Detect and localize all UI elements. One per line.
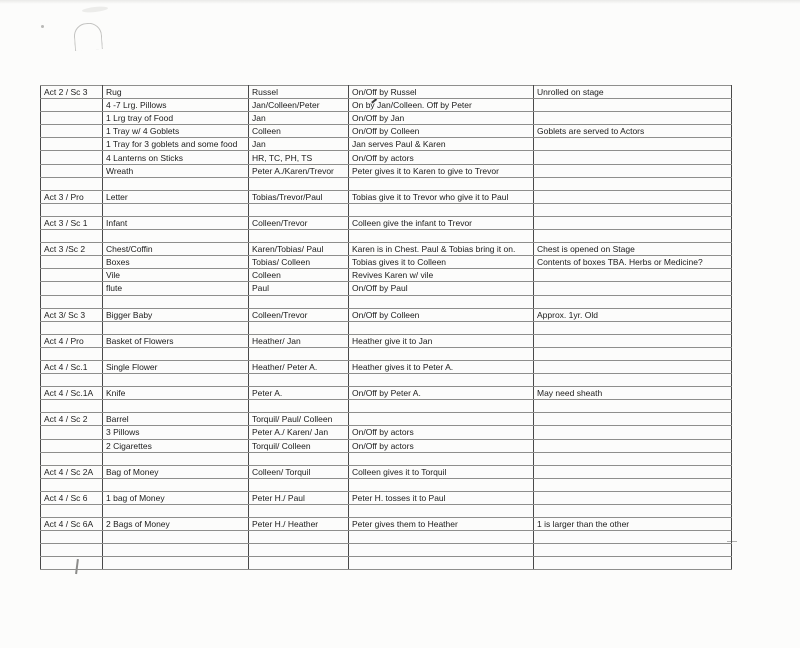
cell-handlers: Peter A./ Karen/ Jan: [249, 426, 349, 439]
cell-handlers: [249, 177, 349, 190]
cell-notes: [534, 177, 732, 190]
cell-notes: [534, 439, 732, 452]
table-row: [41, 531, 732, 544]
props-table-body: [41, 86, 732, 570]
cell-act-scene: [41, 374, 103, 387]
cell-notes: [534, 360, 732, 373]
cell-act-scene: [41, 295, 103, 308]
table-row: [41, 269, 732, 282]
cell-action: [349, 230, 534, 243]
table-row: [41, 125, 732, 138]
cell-prop: Knife: [103, 387, 249, 400]
table-row: [41, 138, 732, 151]
cell-prop: Bigger Baby: [103, 308, 249, 321]
cell-action: On/Off by actors: [349, 426, 534, 439]
cell-handlers: [249, 374, 349, 387]
cell-prop: 2 Cigarettes: [103, 439, 249, 452]
cell-action: On/Off by Paul: [349, 282, 534, 295]
cell-notes: Chest is opened on Stage: [534, 243, 732, 256]
table-row: [41, 295, 732, 308]
cell-prop: [103, 400, 249, 413]
table-row: [41, 164, 732, 177]
cell-notes: Goblets are served to Actors: [534, 125, 732, 138]
cell-action: [349, 321, 534, 334]
cell-action: [349, 478, 534, 491]
cell-handlers: Colleen/Trevor: [249, 308, 349, 321]
smudge-mark: [82, 6, 108, 14]
cell-act-scene: Act 4 / Sc 2A: [41, 465, 103, 478]
cell-action: [349, 531, 534, 544]
cell-prop: [103, 478, 249, 491]
cell-handlers: Paul: [249, 282, 349, 295]
cell-prop: 1 bag of Money: [103, 491, 249, 504]
table-row: [41, 505, 732, 518]
cell-notes: [534, 138, 732, 151]
cell-handlers: [249, 347, 349, 360]
cell-prop: [103, 295, 249, 308]
cell-handlers: Colleen: [249, 125, 349, 138]
cell-prop: Bag of Money: [103, 465, 249, 478]
table-row: [41, 230, 732, 243]
cell-act-scene: Act 3 / Sc 1: [41, 216, 103, 229]
cell-action: Peter gives it to Karen to give to Trevor: [349, 164, 534, 177]
cell-notes: [534, 164, 732, 177]
table-row: [41, 347, 732, 360]
cell-notes: [534, 347, 732, 360]
cell-action: Colleen gives it to Torquil: [349, 465, 534, 478]
cell-prop: Chest/Coffin: [103, 243, 249, 256]
cell-notes: [534, 269, 732, 282]
cell-handlers: Jan: [249, 112, 349, 125]
cell-prop: flute: [103, 282, 249, 295]
cell-act-scene: [41, 544, 103, 557]
table-row: [41, 400, 732, 413]
table-row: [41, 203, 732, 216]
cell-act-scene: [41, 557, 103, 570]
cell-act-scene: Act 3 /Sc 2: [41, 243, 103, 256]
cell-handlers: Russel: [249, 86, 349, 99]
cell-prop: Single Flower: [103, 360, 249, 373]
cell-act-scene: Act 4 / Pro: [41, 334, 103, 347]
cell-prop: [103, 452, 249, 465]
cell-handlers: [249, 531, 349, 544]
cell-notes: [534, 99, 732, 112]
table-row: [41, 112, 732, 125]
cell-handlers: Jan: [249, 138, 349, 151]
cell-prop: [103, 203, 249, 216]
cell-notes: [534, 505, 732, 518]
cell-notes: [534, 465, 732, 478]
cell-prop: Basket of Flowers: [103, 334, 249, 347]
cell-act-scene: [41, 347, 103, 360]
cell-notes: [534, 151, 732, 164]
cell-handlers: Colleen/Trevor: [249, 216, 349, 229]
cell-action: [349, 557, 534, 570]
cell-act-scene: Act 4 / Sc.1: [41, 360, 103, 373]
cell-handlers: Heather/ Peter A.: [249, 360, 349, 373]
cell-action: [349, 374, 534, 387]
table-row: [41, 243, 732, 256]
cell-prop: [103, 177, 249, 190]
cell-handlers: Tobias/ Colleen: [249, 256, 349, 269]
cell-handlers: [249, 230, 349, 243]
cell-prop: 3 Pillows: [103, 426, 249, 439]
table-row: [41, 177, 732, 190]
cell-act-scene: [41, 478, 103, 491]
cell-handlers: [249, 321, 349, 334]
table-row: [41, 360, 732, 373]
cell-action: Jan serves Paul & Karen: [349, 138, 534, 151]
cell-act-scene: Act 3 / Pro: [41, 190, 103, 203]
table-row: [41, 282, 732, 295]
table-row: [41, 413, 732, 426]
table-row: [41, 256, 732, 269]
table-row: [41, 518, 732, 531]
table-row: [41, 86, 732, 99]
cell-handlers: [249, 400, 349, 413]
cell-handlers: Heather/ Jan: [249, 334, 349, 347]
cell-handlers: Peter A.: [249, 387, 349, 400]
cell-prop: Boxes: [103, 256, 249, 269]
cell-action: [349, 413, 534, 426]
cell-prop: Wreath: [103, 164, 249, 177]
cell-prop: [103, 505, 249, 518]
cell-handlers: [249, 557, 349, 570]
cell-action: On/Off by Jan: [349, 112, 534, 125]
table-row: [41, 308, 732, 321]
cell-act-scene: [41, 426, 103, 439]
cell-notes: [534, 531, 732, 544]
cell-handlers: HR, TC, PH, TS: [249, 151, 349, 164]
table-row: [41, 439, 732, 452]
cell-notes: Unrolled on stage: [534, 86, 732, 99]
cell-prop: 1 Tray for 3 goblets and some food: [103, 138, 249, 151]
cell-act-scene: [41, 203, 103, 216]
cell-handlers: Peter H./ Heather: [249, 518, 349, 531]
cell-act-scene: Act 4 / Sc 6: [41, 491, 103, 504]
cell-prop: [103, 557, 249, 570]
cell-action: On/Off by Peter A.: [349, 387, 534, 400]
cell-prop: [103, 531, 249, 544]
cell-notes: [534, 190, 732, 203]
cell-action: Colleen give the infant to Trevor: [349, 216, 534, 229]
cell-notes: [534, 491, 732, 504]
cell-prop: 1 Tray w/ 4 Goblets: [103, 125, 249, 138]
cell-act-scene: [41, 112, 103, 125]
cell-action: [349, 452, 534, 465]
cell-notes: [534, 557, 732, 570]
cell-prop: 1 Lrg tray of Food: [103, 112, 249, 125]
cell-act-scene: [41, 151, 103, 164]
cell-act-scene: [41, 400, 103, 413]
cell-act-scene: [41, 269, 103, 282]
cell-act-scene: [41, 321, 103, 334]
cell-notes: Contents of boxes TBA. Herbs or Medicine?: [534, 256, 732, 269]
cell-act-scene: [41, 439, 103, 452]
cell-notes: [534, 112, 732, 125]
cell-act-scene: Act 4 / Sc.1A: [41, 387, 103, 400]
cell-act-scene: [41, 452, 103, 465]
cell-handlers: [249, 452, 349, 465]
cell-notes: [534, 216, 732, 229]
cell-act-scene: Act 3/ Sc 3: [41, 308, 103, 321]
pen-dot-mark: [41, 25, 44, 28]
cell-action: [349, 505, 534, 518]
cell-handlers: Karen/Tobias/ Paul: [249, 243, 349, 256]
cell-handlers: [249, 203, 349, 216]
cell-action: [349, 177, 534, 190]
cell-act-scene: Act 2 / Sc 3: [41, 86, 103, 99]
cell-act-scene: [41, 282, 103, 295]
cell-prop: Infant: [103, 216, 249, 229]
cell-action: Revives Karen w/ vile: [349, 269, 534, 282]
cell-notes: [534, 334, 732, 347]
cell-act-scene: [41, 505, 103, 518]
cell-notes: [534, 413, 732, 426]
table-row: [41, 151, 732, 164]
cell-notes: [534, 230, 732, 243]
cell-prop: [103, 321, 249, 334]
cell-handlers: Colleen/ Torquil: [249, 465, 349, 478]
cell-act-scene: [41, 125, 103, 138]
cell-notes: [534, 452, 732, 465]
cell-action: Tobias gives it to Colleen: [349, 256, 534, 269]
cell-prop: Rug: [103, 86, 249, 99]
cell-prop: 2 Bags of Money: [103, 518, 249, 531]
cell-action: [349, 400, 534, 413]
table-row: [41, 557, 732, 570]
table-row: [41, 190, 732, 203]
cell-notes: [534, 321, 732, 334]
table-row: [41, 99, 732, 112]
cell-prop: Letter: [103, 190, 249, 203]
cell-act-scene: Act 4 / Sc 6A: [41, 518, 103, 531]
cell-act-scene: [41, 177, 103, 190]
cell-action: On/Off by Colleen: [349, 308, 534, 321]
cell-notes: Approx. 1yr. Old: [534, 308, 732, 321]
cell-notes: May need sheath: [534, 387, 732, 400]
table-row: [41, 334, 732, 347]
scan-edge-shadow: [0, 0, 800, 4]
cell-handlers: [249, 295, 349, 308]
pen-arc-mark: [73, 22, 103, 51]
cell-notes: [534, 295, 732, 308]
table-row: [41, 465, 732, 478]
cell-handlers: Peter H./ Paul: [249, 491, 349, 504]
cell-action: Heather gives it to Peter A.: [349, 360, 534, 373]
table-row: [41, 321, 732, 334]
cell-notes: [534, 282, 732, 295]
props-table: [40, 85, 732, 570]
cell-action: On/Off by Russel: [349, 86, 534, 99]
cell-action: Tobias give it to Trevor who give it to Paul: [349, 190, 534, 203]
cell-notes: [534, 544, 732, 557]
cell-handlers: [249, 478, 349, 491]
table-row: [41, 478, 732, 491]
cell-prop: [103, 347, 249, 360]
cell-prop: 4 Lanterns on Sticks: [103, 151, 249, 164]
cell-handlers: Jan/Colleen/Peter: [249, 99, 349, 112]
cell-action: Heather give it to Jan: [349, 334, 534, 347]
cell-action: Peter gives them to Heather: [349, 518, 534, 531]
cell-act-scene: [41, 230, 103, 243]
table-row: [41, 544, 732, 557]
cell-action: [349, 544, 534, 557]
table-row: [41, 374, 732, 387]
cell-action: [349, 347, 534, 360]
table-row: [41, 216, 732, 229]
cell-action: [349, 203, 534, 216]
cell-handlers: Colleen: [249, 269, 349, 282]
cell-handlers: Tobias/Trevor/Paul: [249, 190, 349, 203]
cell-act-scene: [41, 256, 103, 269]
cell-action: On by Jan/Colleen. Off by Peter: [349, 99, 534, 112]
cell-prop: 4 -7 Lrg. Pillows: [103, 99, 249, 112]
cell-prop: [103, 374, 249, 387]
cell-act-scene: [41, 531, 103, 544]
cell-prop: [103, 544, 249, 557]
cell-handlers: Torquil/ Paul/ Colleen: [249, 413, 349, 426]
cell-action: On/Off by actors: [349, 151, 534, 164]
cell-notes: [534, 203, 732, 216]
cell-action: [349, 295, 534, 308]
cell-act-scene: Act 4 / Sc 2: [41, 413, 103, 426]
cell-act-scene: [41, 164, 103, 177]
table-row: [41, 491, 732, 504]
cell-notes: [534, 374, 732, 387]
cell-act-scene: [41, 99, 103, 112]
cell-notes: 1 is larger than the other: [534, 518, 732, 531]
cell-action: On/Off by Colleen: [349, 125, 534, 138]
cell-prop: Barrel: [103, 413, 249, 426]
cell-notes: [534, 478, 732, 491]
cell-handlers: [249, 505, 349, 518]
cell-action: Peter H. tosses it to Paul: [349, 491, 534, 504]
cell-prop: Vile: [103, 269, 249, 282]
cell-act-scene: [41, 138, 103, 151]
cell-handlers: Peter A./Karen/Trevor: [249, 164, 349, 177]
cell-action: On/Off by actors: [349, 439, 534, 452]
table-row: [41, 387, 732, 400]
cell-action: Karen is in Chest. Paul & Tobias bring it on.: [349, 243, 534, 256]
table-row: [41, 452, 732, 465]
cell-prop: [103, 230, 249, 243]
cell-handlers: [249, 544, 349, 557]
cell-notes: [534, 426, 732, 439]
cell-handlers: Torquil/ Colleen: [249, 439, 349, 452]
table-row: [41, 426, 732, 439]
cell-notes: [534, 400, 732, 413]
